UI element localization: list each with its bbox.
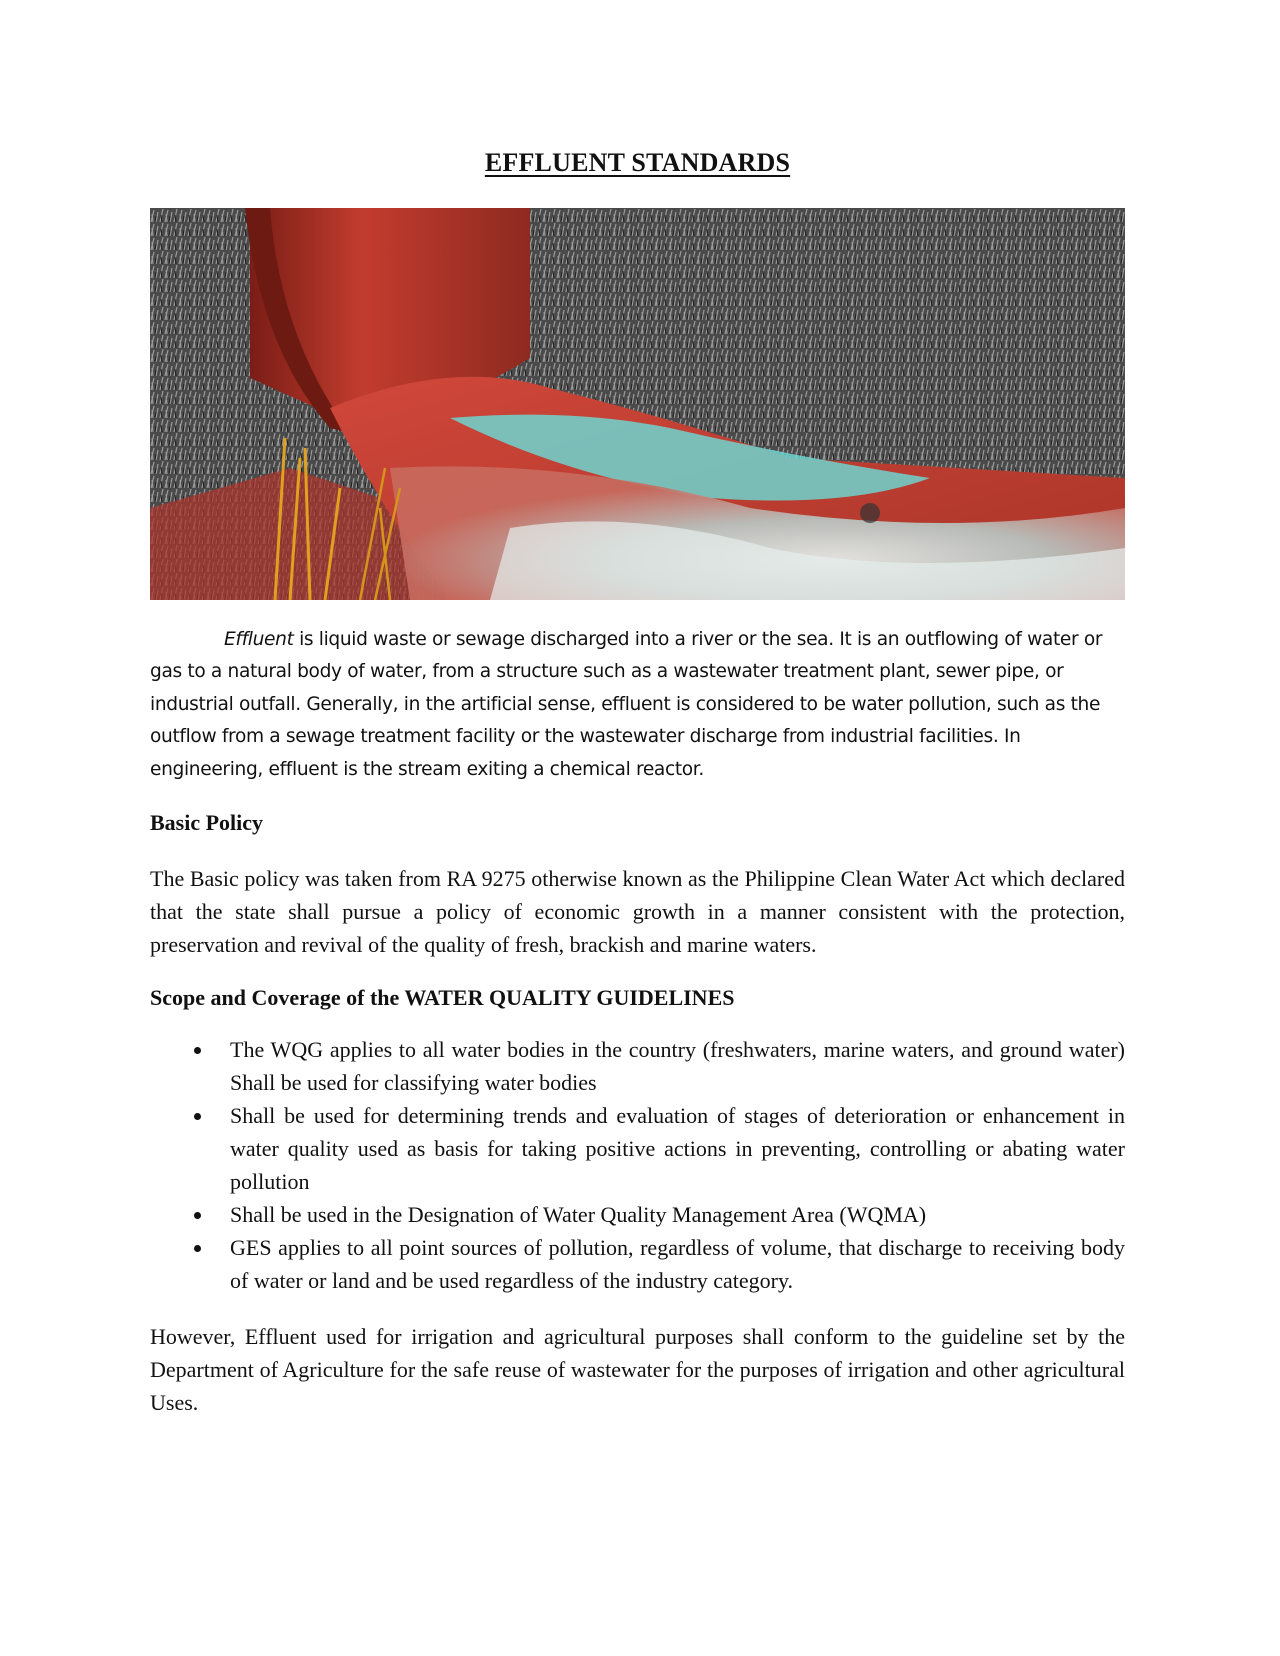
bullet-icon [194, 1113, 201, 1120]
scope-heading: Scope and Coverage of the WATER QUALITY GUIDELINES [150, 985, 735, 1010]
bullet-icon [194, 1245, 201, 1252]
intro-text: is liquid waste or sewage discharged into a river or the sea. It is an outflowing of water or gas to a natural body of water, from a structure such as a wastewater treatment plant, sewer pipe, or industrial outfall. Generally, in the artificial sense, effluent is considered to be water pollution, such as the outflow from a sewage treatment facility or the wastewater discharge from industrial facilities. In engineering, effluent is the stream exiting a chemical reactor. [150, 629, 1103, 780]
page-title: EFFLUENT STANDARDS [484, 148, 791, 177]
list-item: Shall be used in the Designation of Water Quality Management Area (WQMA) [150, 1198, 1125, 1231]
list-item: The WQG applies to all water bodies in the country (freshwaters, marine waters, and ground water) Shall be used for classifying water bodies [150, 1033, 1125, 1099]
effluent-term: Effluent [224, 629, 294, 650]
list-item: GES applies to all point sources of pollution, regardless of volume, that discharge to receiving body of water or land and be used regardless of the industry category. [150, 1231, 1125, 1297]
scope-bullet-list [150, 1033, 1125, 1297]
basic-policy-heading: Basic Policy [150, 810, 264, 835]
list-item: Shall be used for determining trends and evaluation of stages of deterioration or enhancement in water quality used as basis for taking positive actions in preventing, controlling or abating water pollution [150, 1099, 1125, 1198]
closing-paragraph: However, Effluent used for irrigation and agricultural purposes shall conform to the guideline set by the Department of Agriculture for the safe reuse of wastewater for the purposes of irrigation and other agricultural Uses. [150, 1324, 1125, 1415]
basic-policy-paragraph: The Basic policy was taken from RA 9275 otherwise known as the Philippine Clean Water Act which declared that the state shall pursue a policy of economic growth in a manner consistent with the protection, preservation and revival of the quality of fresh, brackish and marine waters. [150, 866, 1125, 957]
bullet-icon [194, 1212, 201, 1219]
intro-paragraph [150, 624, 1125, 786]
effluent-pipe-photo [150, 208, 1125, 600]
bullet-icon [194, 1047, 201, 1054]
